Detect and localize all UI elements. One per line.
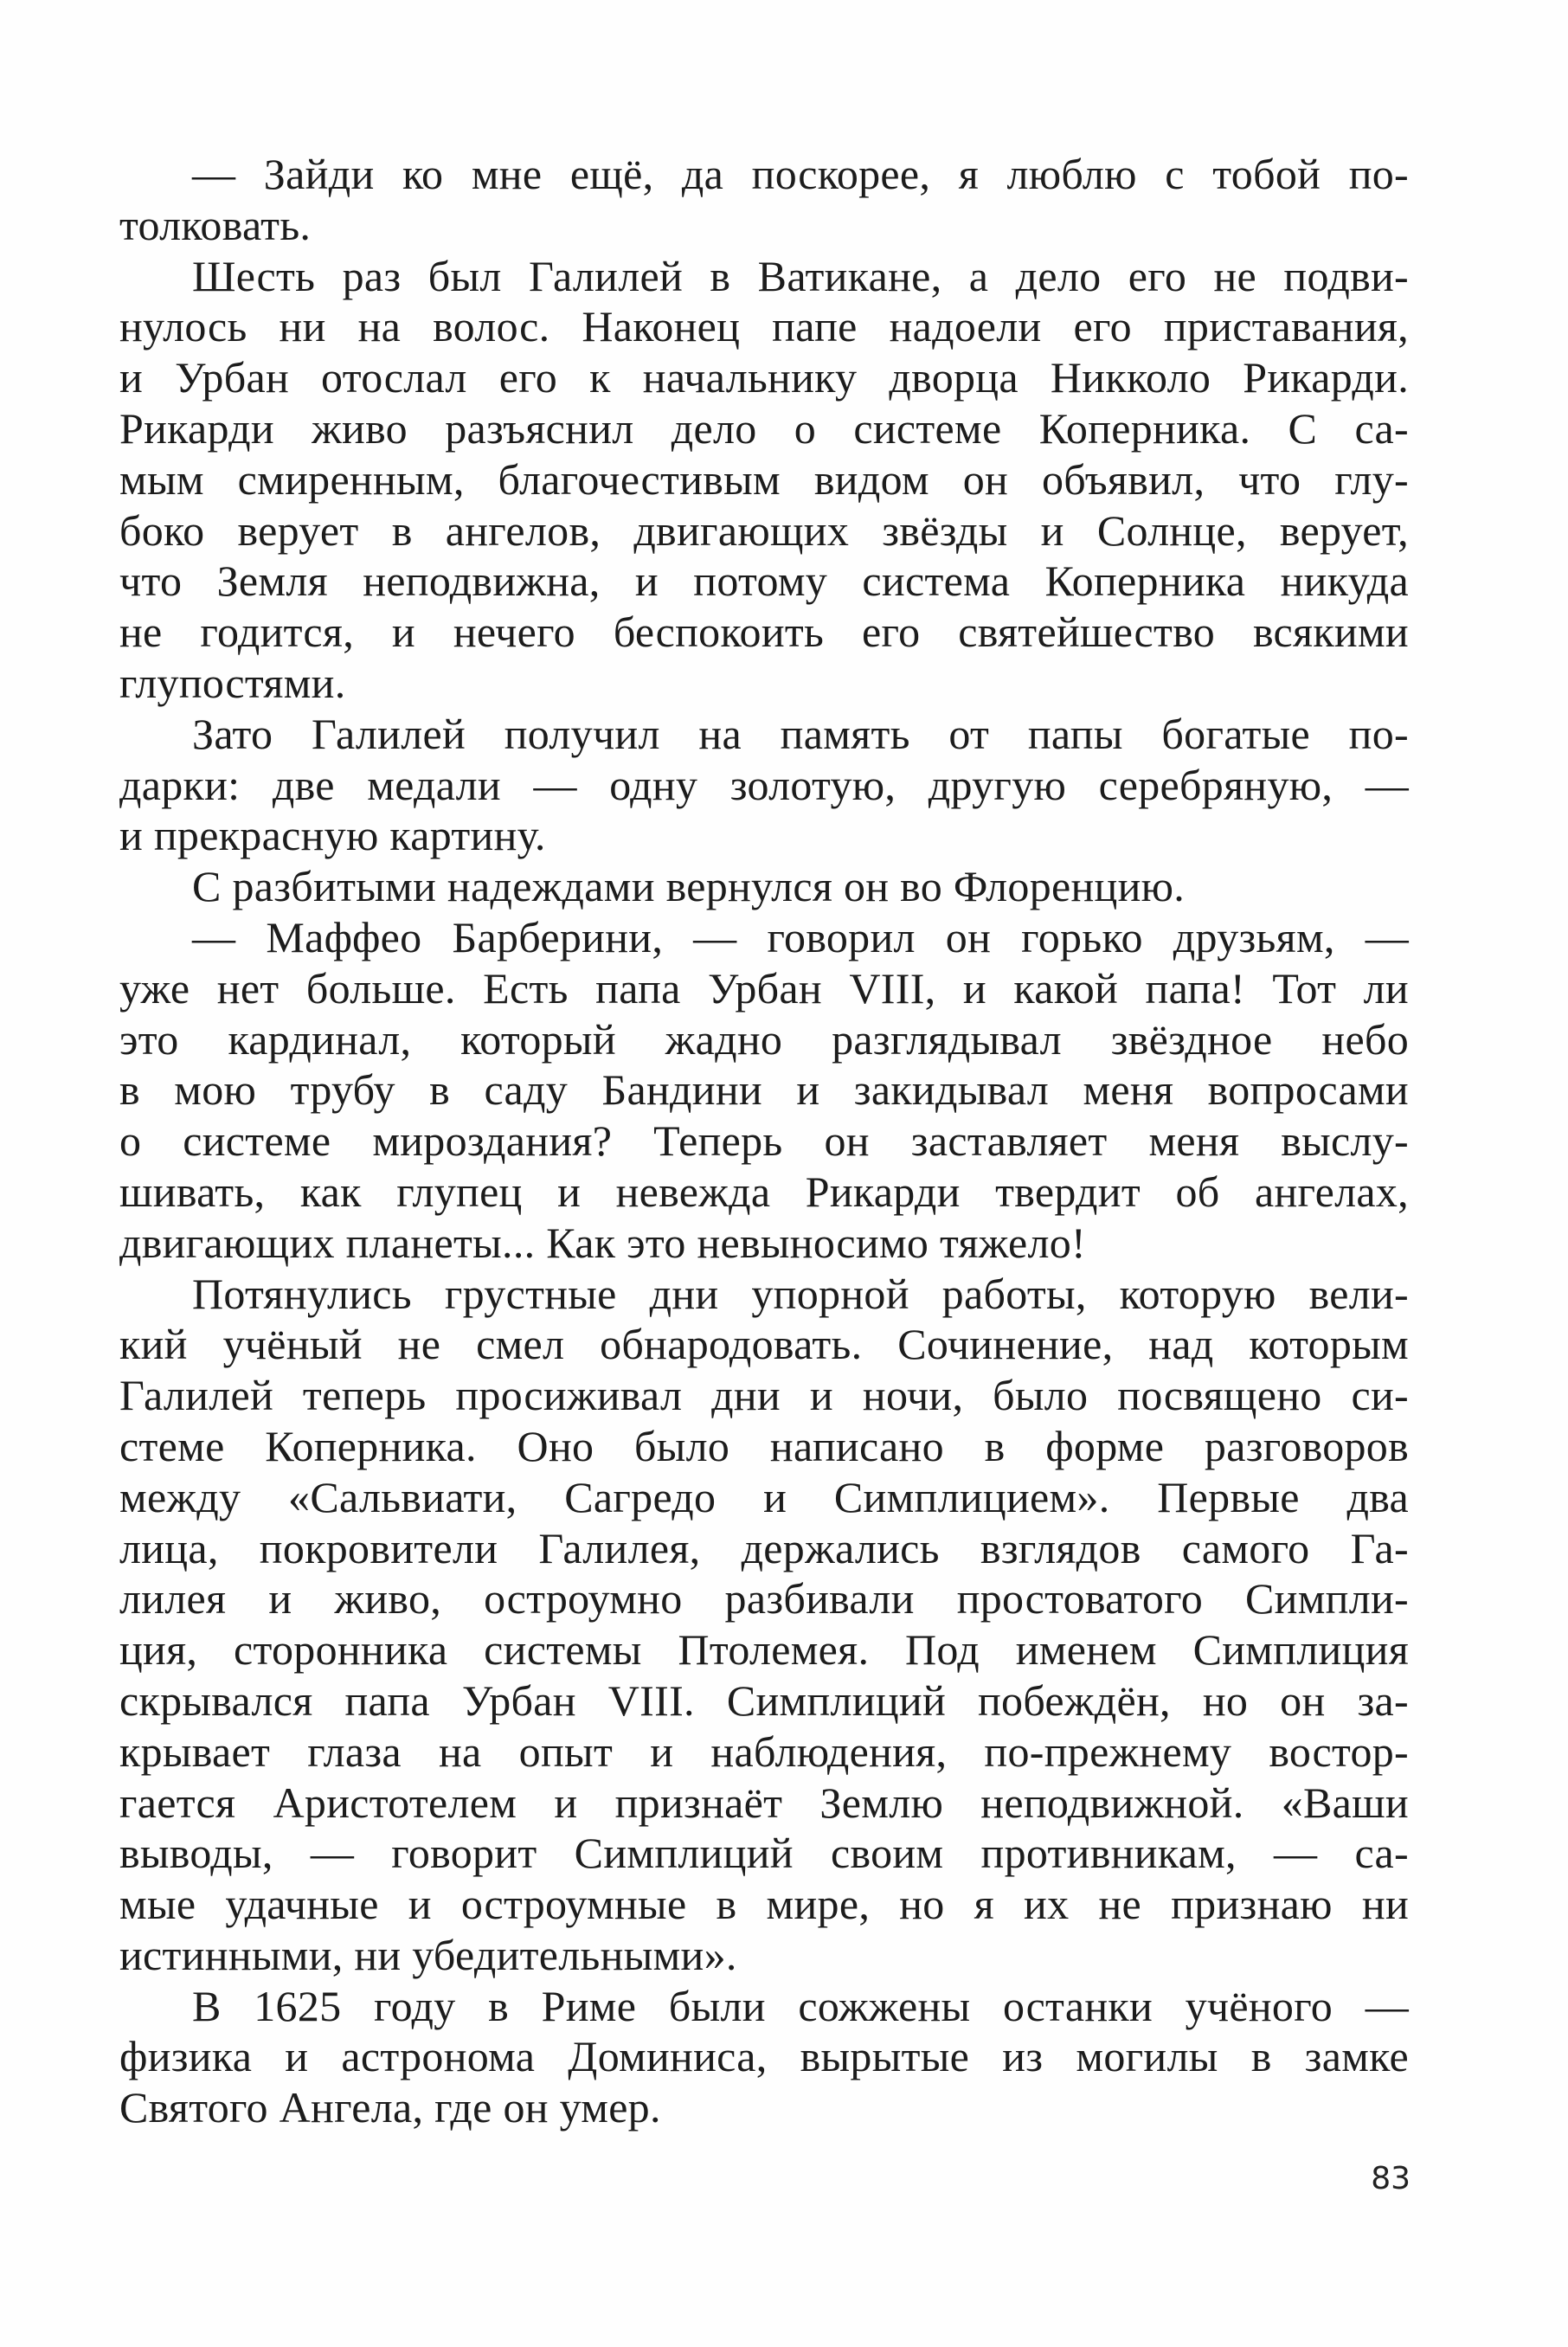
text-line: мые удачные и остроумные в мире, но я их не признаю ни bbox=[119, 1880, 1409, 1929]
text-line: дарки: две медали — одну золотую, другую серебряную, — bbox=[119, 760, 1409, 809]
text-line: в мою трубу в саду Бандини и закидывал меня вопросами bbox=[119, 1065, 1409, 1115]
text-line: Святого Ангела, где он умер. bbox=[119, 2083, 661, 2132]
text-line: Рикарди живо разъяснил дело о системе Коперника. С са- bbox=[119, 403, 1409, 453]
body-text bbox=[119, 149, 1409, 2133]
text-line: и прекрасную картину. bbox=[119, 811, 546, 860]
text-line: и Урбан отослал его к начальнику дворца Никколо Рикарди. bbox=[119, 353, 1409, 402]
text-line: Потянулись грустные дни упорной работы, которую вели- bbox=[192, 1269, 1409, 1318]
page-number: 83 bbox=[1371, 2161, 1411, 2196]
text-line: С разбитыми надеждами вернулся он во Флоренцию. bbox=[192, 862, 1186, 911]
text-line: кий учёный не смел обнародовать. Сочинение, над которым bbox=[119, 1320, 1409, 1369]
text-line: лилея и живо, остроумно разбивали простоватого Симпли- bbox=[119, 1574, 1409, 1624]
text-line: гается Аристотелем и признаёт Землю неподвижной. «Ваши bbox=[119, 1778, 1409, 1827]
text-line: — Маффео Барберини, — говорил он горько друзьям, — bbox=[192, 912, 1409, 961]
text-line: это кардинал, который жадно разглядывал звёздное небо bbox=[119, 1014, 1409, 1064]
text-line: скрывался папа Урбан VIII. Симплиций побеждён, но он за- bbox=[119, 1675, 1409, 1725]
text-line: В 1625 году в Риме были сожжены останки учёного — bbox=[192, 1981, 1409, 2030]
text-line: между «Сальвиати, Сагредо и Симплицием». Первые два bbox=[119, 1472, 1409, 1521]
text-line: боко верует в ангелов, двигающих звёзды и Солнце, верует, bbox=[119, 505, 1409, 555]
text-line: крывает глаза на опыт и наблюдения, по-прежнему востор- bbox=[119, 1726, 1409, 1776]
text-line: Зато Галилей получил на память от папы богатые по- bbox=[192, 709, 1409, 758]
text-line: шивать, как глупец и невежда Рикарди твердит об ангелах, bbox=[119, 1167, 1409, 1216]
text-line: Галилей теперь просиживал дни и ночи, было посвящено си- bbox=[119, 1371, 1409, 1420]
text-line: толковать. bbox=[119, 200, 312, 249]
text-line: — Зайди ко мне ещё, да поскорее, я люблю с тобой по- bbox=[192, 150, 1409, 198]
text-line: ция, сторонника системы Птолемея. Под именем Симплиция bbox=[119, 1625, 1409, 1675]
text-line: Шесть раз был Галилей в Ватикане, а дело его не подви- bbox=[192, 251, 1409, 300]
text-line: глупостями. bbox=[119, 658, 346, 707]
text-line: не годится, и нечего беспокоить его святейшество всякими bbox=[119, 608, 1409, 657]
text-line: мым смиренным, благочестивым видом он объявил, что глу- bbox=[119, 454, 1409, 504]
text-line: что Земля неподвижна, и потому система Коперника никуда bbox=[119, 556, 1409, 606]
text-line: стеме Коперника. Оно было написано в форме разговоров bbox=[119, 1421, 1409, 1470]
text-line: о системе мироздания? Теперь он заставляет меня выслу- bbox=[119, 1116, 1409, 1166]
text-line: лица, покровители Галилея, держались взглядов самого Га- bbox=[119, 1523, 1409, 1572]
text-line: физика и астронома Доминиса, вырытые из могилы в замке bbox=[119, 2032, 1409, 2081]
text-line: двигающих планеты... Как это невыносимо тяжело! bbox=[119, 1218, 1086, 1267]
text-line: уже нет больше. Есть папа Урбан VIII, и какой папа! Тот ли bbox=[119, 963, 1409, 1013]
text-line: выводы, — говорит Симплиций своим противникам, — са- bbox=[119, 1829, 1409, 1878]
text-line: нулось ни на волос. Наконец папе надоели его приставания, bbox=[119, 302, 1409, 351]
text-line: истинными, ни убедительными». bbox=[119, 1930, 737, 1979]
